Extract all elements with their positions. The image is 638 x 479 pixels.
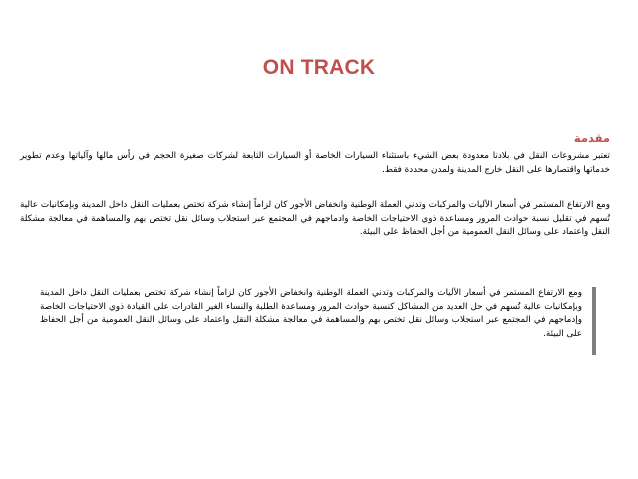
context-paragraph: ومع الارتفاع المستمر في أسعار الآليات والمركبات وتدني العملة الوطنية وانخفاض الأجور كان لزاماً إنشاء شركة تختص بعمليات النقل داخل المدينة وبإمكانيات عالية تُسهم في تقليل نسبة حوادث المرور ومساعدة ذوي الاحتياجات الخاصة وادماجهم في المجتمع عبر استجلاب وسائل نقل تختص بهم والمساهمة في معالجة مشكلة النقل واعتماد على وسائل النقل العمومية من أجل الحفاظ على البيئة. <box>20 200 610 238</box>
quote-text: ومع الارتفاع المستمر في أسعار الآليات والمركبات وتدني العملة الوطنية وانخفاض الأجور كان لزاماً إنشاء شركة تختص بعمليات النقل داخل المدينة وبإمكانيات عالية تُسهم في حل العديد من المشاكل كنسبة حوادث المرور ومساعدة الطلبة والنساء الغير القادرات على القيادة ذوي الاحتياجات الخاصة وإدماجهم في المجتمع عبر استجلاب وسائل نقل تختص بهم والمساهمة في معالجة مشكلة النقل واعتماد على وسائل النقل العمومية من أجل الحفاظ على البيئة. <box>40 288 582 339</box>
page-title: ON TRACK <box>262 56 376 79</box>
quote-block <box>40 287 596 357</box>
quote-bar <box>592 287 596 355</box>
section-heading: مقدمة <box>573 131 610 145</box>
intro-paragraph: تعتبر مشروعات النقل في بلادنا معدودة بعض الشيء باستثناء السيارات الخاصة أو السيارات التابعة لشركات صغيرة الحجم في رأس مالها وآلياتها وعدم تطوير خدماتها واقتصارها على النقل خارج المدينة ولمدن محددة فقط. <box>20 151 610 175</box>
